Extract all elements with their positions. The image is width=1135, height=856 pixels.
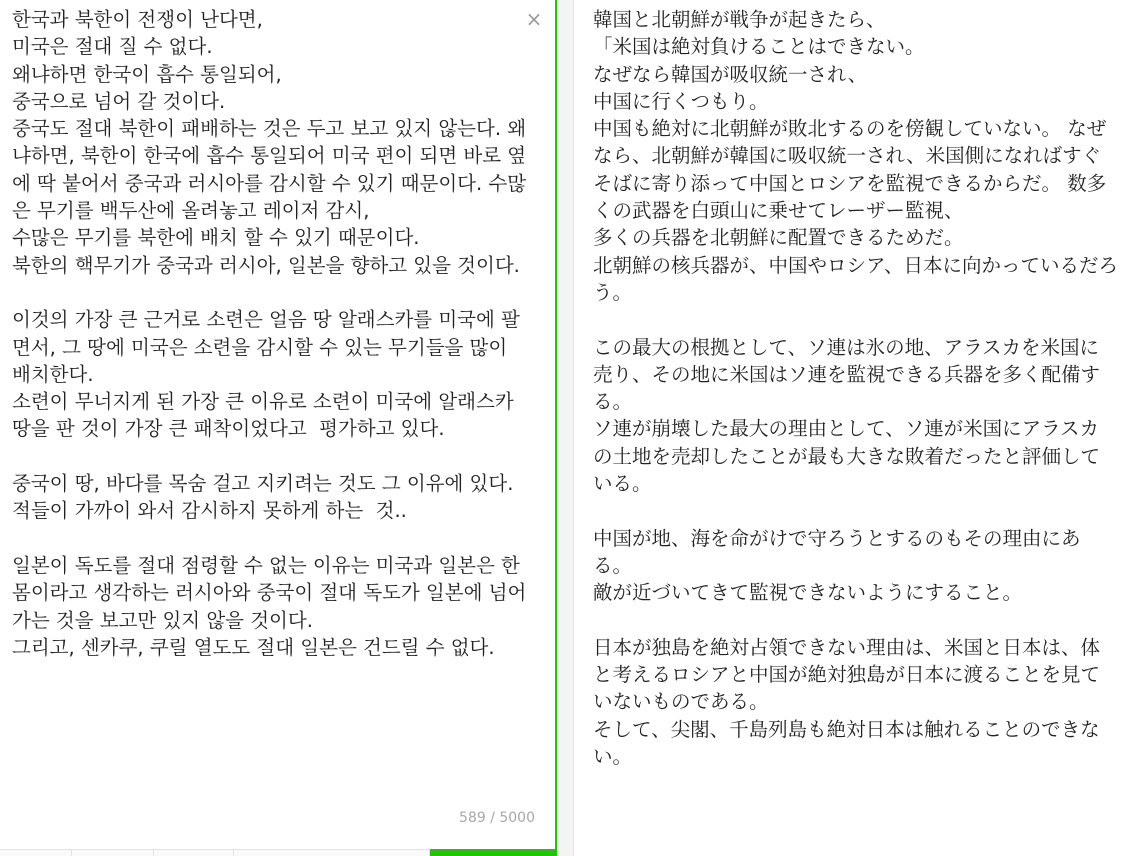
source-panel: [0, 0, 557, 856]
translation-result-text: 韓国と北朝鮮が戦争が起きたら、 「米国は絶対負けることはできない。 なぜなら韓国が吸収統一され、 中国に行くつもり。 中国も絶対に北朝鮮が敗北するのを傍観していない。 なぜなら、北朝鮮が韓国に吸収統一され、米国側になればすぐそばに寄り添って中国とロシアを監視できるからだ。 数多くの武器を白頭山に乗せてレーザー監視、 多くの兵器を北朝鮮に配置できるためだ。 北朝鮮の核兵器が、中国やロシア、日本に向かっているだろう。 この最大の根拠として、ソ連は氷の地、アラスカを米国に売り、その地に米国はソ連を監視できる兵器を多く配備する。 ソ連が崩壊した最大の理由として、ソ連が米国にアラスカの土地を売却したことが最も大きな敗着だったと評価している。 中国が地、海を命がけで守ろうとするのもその理由にある。 敵が近づいてきて監視できないようにすること。 日本が独島を絶対占領できない理由は、米国と日本は、体と考えるロシアと中国が絶対独島が日本に渡ることを見ていないものである。 そして、尖閣、千島列島も絶対日本は触れることのできない。: [593, 8, 1118, 769]
target-panel: [573, 0, 1135, 856]
source-text-input[interactable]: 한국과 북한이 전쟁이 난다면, 미국은 절대 질 수 없다. 왜냐하면 한국이 흡수 통일되어, 중국으로 넘어 갈 것이다. 중국도 절대 북한이 패배하는 것은 두고 보고 있지 않는다. 왜냐하면, 북한이 한국에 흡수 통일되어 미국 편이 되면 바로 옆에 딱 붙어서 중국과 러시아를 감시할 수 있기 때문이다. 수많은 무기를 백두산에 올려놓고 레이저 감시, 수많은 무기를 북한에 배치 할 수 있기 때문이다. 북한의 핵무기가 중국과 러시아, 일본을 향하고 있을 것이다. 이것의 가장 큰 근거로 소련은 얼음 땅 알래스카를 미국에 팔면서, 그 땅에 미국은 소련을 감시할 수 있는 무기들을 많이 배치한다. 소련이 무너지게 된 가장 큰 이유로 소련이 미국에 알래스카 땅을 판 것이 가장 큰 패착이었다고 평가하고 있다. 중국이 땅, 바다를 목숨 걸고 지키려는 것도 그 이유에 있다. 적들이 가까이 와서 감시하지 못하게 하는 것.. 일본이 독도를 절대 점령할 수 없는 이유는 미국과 일본은 한 몸이라고 생각하는 러시아와 중국이 절대 독도가 일본에 넘어가는 것을 보고만 있지 않을 것이다. 그리고, 센카쿠, 쿠릴 열도도 절대 일본은 건드릴 수 없다.: [12, 8, 527, 659]
translate-button[interactable]: [430, 849, 557, 856]
toolbar-tab-2[interactable]: [72, 849, 154, 856]
close-icon[interactable]: ×: [525, 7, 543, 31]
toolbar-tab-1[interactable]: [0, 849, 72, 856]
panel-divider: [557, 0, 573, 856]
character-counter: 589 / 5000: [459, 810, 535, 826]
toolbar-tab-3[interactable]: [154, 849, 234, 856]
bottom-toolbar: [0, 849, 557, 856]
toolbar-tab-4[interactable]: [234, 849, 430, 856]
